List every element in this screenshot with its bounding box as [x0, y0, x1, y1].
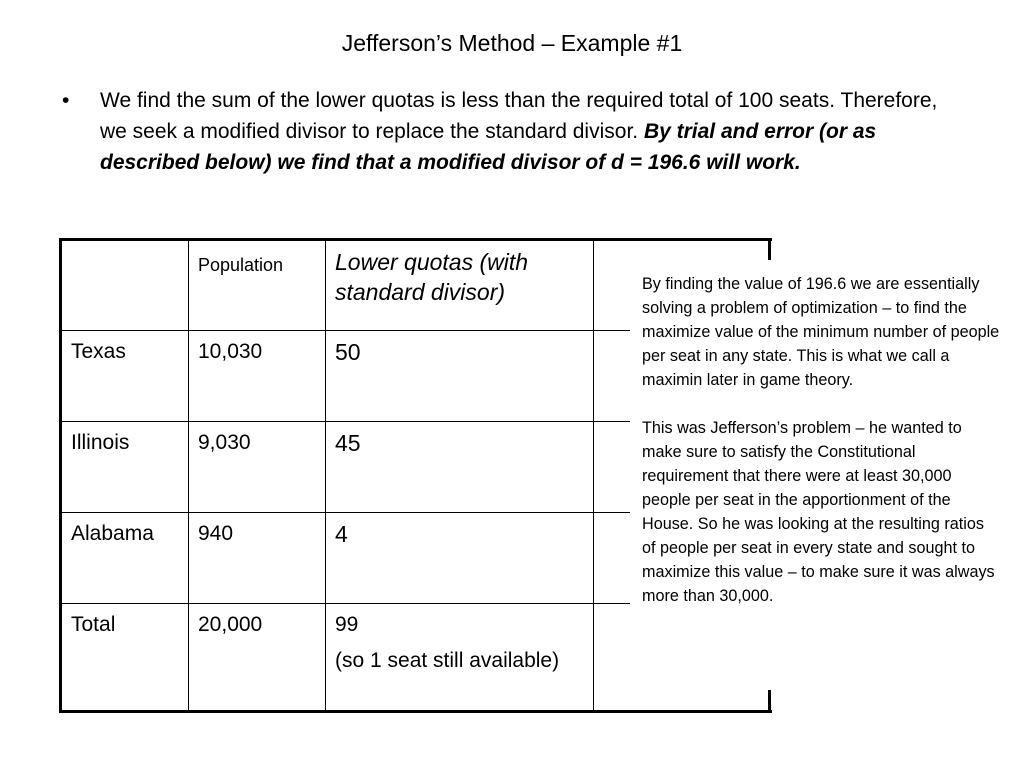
table-right-edge-top [768, 238, 771, 260]
note-paragraph: This was Jefferson’s problem – he wanted to make sure to satisfy the Constitutional requirement that there were at least 30,000 people per seat in the apportionment of the House. So he was looking at the resulting ratios of people per seat in every state and sought to maximize this value – to make sure it was always more than 30,000. [642, 419, 995, 605]
table-total-row [61, 604, 772, 712]
state-cell: Illinois [61, 422, 189, 513]
note-paragraph: By finding the value of 196.6 we are essentially solving a problem of optimization – to find the maximize value of the minimum number of people per seat in any state. This is what we call a maximin later in game theory. [642, 275, 1000, 389]
table-right-edge-bottom [768, 690, 771, 713]
lower-quota-cell: 4 [326, 513, 594, 604]
population-cell: 10,030 [189, 331, 326, 422]
slide-title: Jefferson’s Method – Example #1 [341, 30, 683, 56]
lower-quota-cell: 50 [326, 331, 594, 422]
total-lower-quota-cell [326, 604, 594, 712]
total-population-cell: 20,000 [189, 604, 326, 712]
population-cell: 9,030 [189, 422, 326, 513]
total-seat-note: (so 1 seat still available) [335, 649, 560, 672]
total-lower-quota-value: 99 [335, 613, 359, 636]
total-label-cell: Total [61, 604, 189, 712]
header-lower-quotas-cell: Lower quotas (with standard divisor) [326, 240, 594, 331]
state-cell: Texas [61, 331, 189, 422]
bullet-text-plain: We find the sum of the lower quotas is less than the required total of 100 seats. Therefore, we seek a modified divisor to replace the standard divisor. [100, 89, 938, 143]
extra-cell [594, 604, 772, 712]
population-cell: 940 [189, 513, 326, 604]
bullet-text-emphasis: By trial and error (or as described below) we find that a modified divisor of d = 196.6 will work. [100, 120, 877, 174]
header-population-cell: Population [189, 240, 326, 331]
bullet-marker: • [62, 89, 70, 112]
bullet-text [100, 85, 940, 178]
header-state-cell [61, 240, 189, 331]
lower-quota-cell: 45 [326, 422, 594, 513]
annotation-note [630, 270, 1000, 610]
table-top-right-border [592, 238, 771, 241]
state-cell: Alabama [61, 513, 189, 604]
